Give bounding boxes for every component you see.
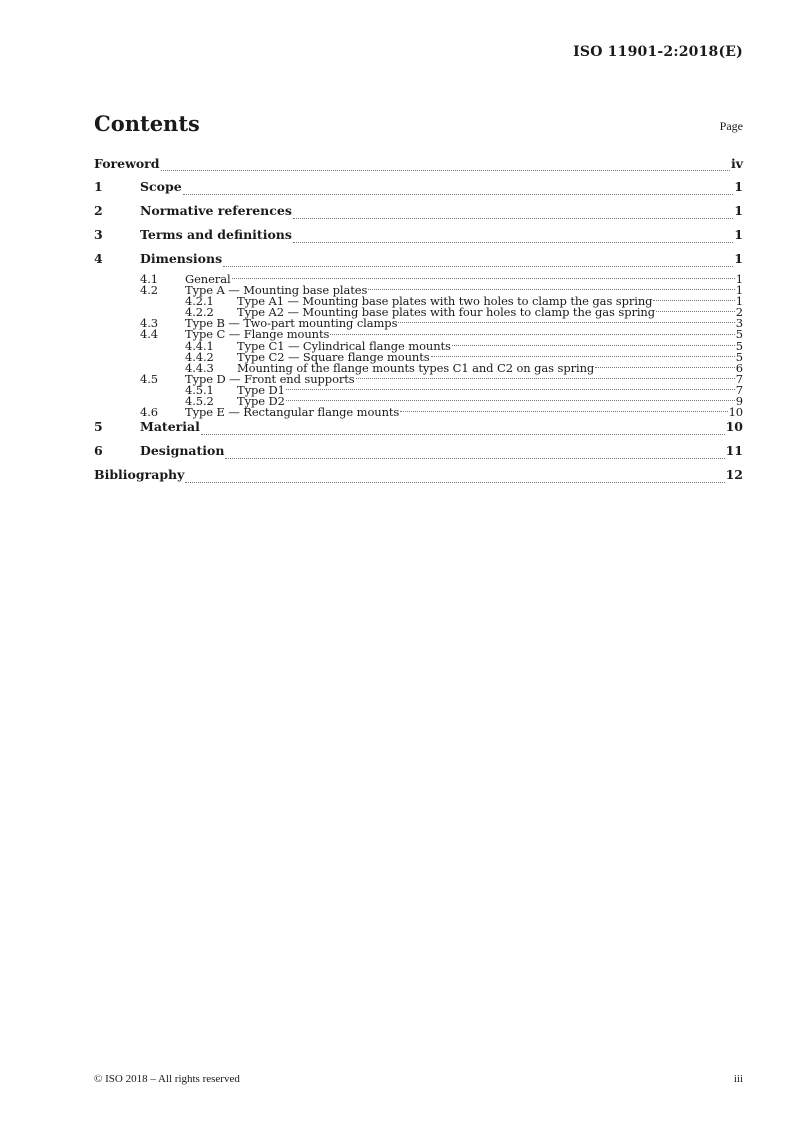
toc-entry-title: General — [185, 272, 231, 286]
dot-leader — [293, 242, 733, 243]
toc-entry-title: Terms and definitions — [140, 227, 292, 242]
toc-entry-number: 4.4 — [140, 327, 158, 342]
toc-entry[interactable] — [94, 202, 743, 226]
toc-entry[interactable] — [94, 407, 743, 418]
toc-entry-page: 9 — [735, 394, 743, 409]
toc-entry-page: iv — [730, 156, 743, 171]
toc-entry-title: Type E — Rectangular flange mounts — [185, 405, 400, 420]
toc-entry-page: 3 — [735, 316, 743, 331]
toc-entry-number: 4.4.2 — [185, 349, 214, 364]
toc-entry-title: Type C2 — Square flange mounts — [237, 349, 430, 364]
toc-entry-page: 2 — [735, 305, 743, 320]
toc-entry-number: 6 — [94, 443, 103, 459]
dot-leader — [286, 389, 735, 390]
toc-entry-number: 4.5.2 — [185, 394, 214, 409]
dot-leader — [398, 322, 734, 323]
dot-leader — [223, 266, 733, 267]
dot-leader — [183, 194, 734, 195]
toc-entry-page: 1 — [735, 272, 743, 286]
toc-entry-page: 1 — [734, 251, 743, 266]
toc-entry-number: 5 — [94, 419, 103, 435]
toc-entry-number: 3 — [94, 227, 103, 242]
toc-entry-number: 4.4.3 — [185, 360, 214, 375]
toc-entry-number: 4.2.2 — [185, 305, 214, 320]
toc-entry-page: 7 — [735, 371, 743, 386]
toc-entry-title: Type A1 — Mounting base plates with two holes to clamp the gas spring — [237, 294, 653, 309]
toc-entry-title: Type A — Mounting base plates — [185, 283, 368, 298]
toc-entry-page: 1 — [734, 179, 743, 194]
toc-entry-number: 4.1 — [140, 272, 158, 286]
toc-entry-page: 5 — [735, 349, 743, 364]
dot-leader — [232, 278, 735, 279]
dot-leader — [286, 400, 735, 401]
dot-leader — [293, 218, 733, 219]
dot-leader — [225, 458, 724, 459]
toc-entry-title: Type D1 — [237, 382, 285, 397]
toc-entry-title: Type D2 — [237, 394, 285, 409]
toc-entry-page: 10 — [725, 419, 743, 435]
toc-entry-number: 4.2 — [140, 283, 158, 298]
dot-leader — [161, 170, 730, 171]
toc-entry-number: 4.4.1 — [185, 338, 214, 353]
toc-entry[interactable] — [94, 178, 743, 202]
dot-leader — [185, 482, 724, 483]
document-id: ISO 11901-2:2018(E) — [573, 44, 743, 60]
toc-entry-page: 10 — [728, 405, 743, 420]
toc-entry-page: 12 — [725, 467, 743, 483]
toc-entry-page: 1 — [735, 294, 743, 309]
dot-leader — [400, 411, 727, 412]
page-column-label: Page — [719, 119, 743, 133]
toc-entry-title: Type C — Flange mounts — [185, 327, 330, 342]
toc-entry-title: Dimensions — [140, 251, 223, 266]
toc-entry-number: 4.3 — [140, 316, 158, 331]
toc-entry-number: 1 — [94, 179, 103, 194]
toc-entry[interactable] — [94, 155, 743, 178]
toc-entry-title: Material — [140, 419, 200, 435]
dot-leader — [653, 300, 734, 301]
table-of-contents — [94, 155, 743, 490]
toc-entry-number: 2 — [94, 203, 103, 218]
toc-entry-title: Type C1 — Cylindrical flange mounts — [237, 338, 451, 353]
dot-leader — [656, 311, 735, 312]
toc-entry-page: 1 — [734, 203, 743, 218]
toc-entry[interactable] — [94, 442, 743, 466]
page-title: Contents — [94, 111, 200, 136]
dot-leader — [431, 356, 735, 357]
toc-entry[interactable] — [94, 466, 743, 490]
toc-entry[interactable] — [94, 226, 743, 250]
toc-entry-number: 4.2.1 — [185, 294, 214, 309]
dot-leader — [595, 367, 735, 368]
toc-entry[interactable] — [94, 250, 743, 274]
toc-entry-page: 5 — [735, 338, 743, 353]
toc-entry-title: Mounting of the flange mounts types C1 and C2 on gas spring — [237, 360, 595, 375]
toc-entry-title: Type B — Two-part mounting clamps — [185, 316, 398, 331]
toc-entry-title: Type D — Front end supports — [185, 371, 355, 386]
toc-entry-title: Scope — [140, 179, 182, 194]
dot-leader — [452, 345, 735, 346]
toc-entry-title: Designation — [140, 443, 225, 459]
toc-entry-page: 7 — [735, 382, 743, 397]
toc-entry-number: 4.6 — [140, 405, 158, 420]
toc-entry-number: 4 — [94, 251, 103, 266]
dot-leader — [356, 378, 735, 379]
copyright-notice: © ISO 2018 – All rights reserved — [94, 1073, 240, 1085]
toc-entry-page: 1 — [734, 227, 743, 242]
toc-entry[interactable] — [94, 418, 743, 442]
toc-entry-title: Foreword — [94, 156, 160, 171]
toc-entry-page: 6 — [735, 360, 743, 375]
toc-entry-title: Bibliography — [94, 467, 185, 483]
toc-entry-title: Type A2 — Mounting base plates with four holes to clamp the gas spring — [237, 305, 656, 320]
dot-leader — [330, 334, 734, 335]
toc-entry-page: 5 — [735, 327, 743, 342]
toc-entry-page: 1 — [735, 283, 743, 298]
toc-entry-page: 11 — [725, 443, 743, 459]
toc-entry-number: 4.5 — [140, 371, 158, 386]
page-number: iii — [733, 1073, 743, 1085]
dot-leader — [201, 434, 725, 435]
dot-leader — [368, 289, 735, 290]
toc-entry-number: 4.5.1 — [185, 382, 214, 397]
toc-entry-title: Normative references — [140, 203, 292, 218]
